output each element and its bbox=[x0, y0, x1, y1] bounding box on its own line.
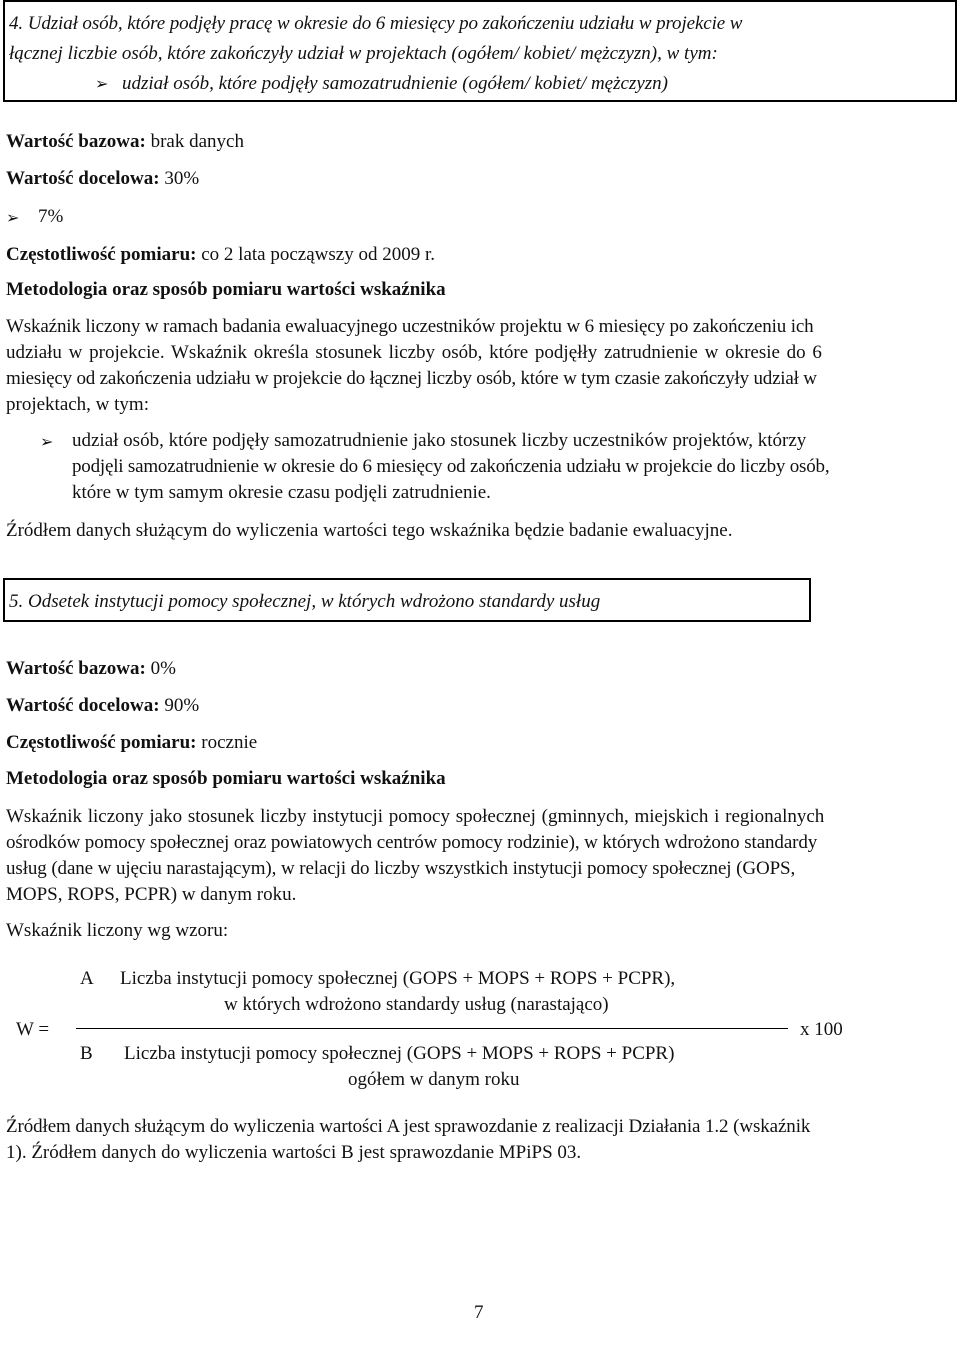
section5-method-line1: Wskaźnik liczony jako stosunek liczby instytucji pomocy społecznej (gminnych, miejskich i regionalnych bbox=[6, 806, 825, 827]
section4-method-line1: Wskaźnik liczony w ramach badania ewaluacyjnego uczestników projektu w 6 miesięcy po zakończeniu ich bbox=[6, 316, 814, 337]
arrow-bullet-icon: ➢ bbox=[6, 210, 20, 227]
section4-base bbox=[6, 131, 244, 153]
section4-heading-line2: łącznej liczbie osób, które zakończyły udział w projektach (ogółem/ kobiet/ mężczyzn), w tym: bbox=[9, 43, 718, 64]
arrow-bullet-icon: ➢ bbox=[40, 434, 54, 451]
formula-b-text-line2: ogółem w danym roku bbox=[348, 1069, 520, 1090]
section4-heading-sub: udział osób, które podjęły samozatrudnienie (ogółem/ kobiet/ mężczyzn) bbox=[122, 73, 668, 94]
freq-value: co 2 lata począwszy od 2009 r. bbox=[201, 244, 435, 265]
base-label: Wartość bazowa: bbox=[6, 658, 146, 679]
target-label: Wartość docelowa: bbox=[6, 168, 160, 189]
target-label: Wartość docelowa: bbox=[6, 695, 160, 716]
base-value: brak danych bbox=[150, 131, 244, 152]
formula-a-text-line1: Liczba instytucji pomocy społecznej (GOPS + MOPS + ROPS + PCPR), bbox=[120, 968, 676, 989]
section4-bullet-line3: które w tym samym okresie czasu podjęli zatrudnienie. bbox=[72, 482, 491, 503]
freq-label: Częstotliwość pomiaru: bbox=[6, 244, 197, 265]
base-value: 0% bbox=[150, 658, 176, 679]
section4-method-line3: miesięcy od zakończenia udziału w projekcie do łącznej liczby osób, które w tym czasie zakończyły udział w bbox=[6, 368, 817, 389]
section5-method-line3: usług (dane w ujęciu narastającym), w relacji do liczby wszystkich instytucji pomocy społecznej (GOPS, bbox=[6, 858, 796, 879]
formula-multiplier: x 100 bbox=[800, 1019, 843, 1040]
section5-formula-intro: Wskaźnik liczony wg wzoru: bbox=[6, 920, 229, 941]
page-number: 7 bbox=[474, 1302, 484, 1323]
formula-a-letter: A bbox=[80, 968, 94, 989]
section4-method-title: Metodologia oraz sposób pomiaru wartości wskaźnika bbox=[6, 279, 446, 300]
target-value: 30% bbox=[164, 168, 200, 189]
section4-source: Źródłem danych służącym do wyliczenia wartości tego wskaźnika będzie badanie ewaluacyjne. bbox=[6, 520, 733, 541]
freq-value: rocznie bbox=[201, 732, 258, 753]
section4-heading-line1: 4. Udział osób, które podjęły pracę w okresie do 6 miesięcy po zakończeniu udziału w projekcie w bbox=[9, 13, 743, 34]
arrow-bullet-icon: ➢ bbox=[95, 76, 109, 93]
section5-base bbox=[6, 658, 176, 680]
section4-bullet-line1: udział osób, które podjęły samozatrudnienie jako stosunek liczby uczestników projektów, którzy bbox=[72, 430, 807, 451]
section4-method-line2: udziału w projekcie. Wskaźnik określa stosunek liczby osób, które podjęłły zatrudnienie w okresie do 6 bbox=[6, 342, 822, 363]
formula-b-text-line1: Liczba instytucji pomocy społecznej (GOPS + MOPS + ROPS + PCPR) bbox=[124, 1043, 675, 1064]
section4-target bbox=[6, 168, 199, 190]
section4-method-line4: projektach, w tym: bbox=[6, 394, 149, 415]
section5-method-line4: MOPS, ROPS, PCPR) w danym roku. bbox=[6, 884, 297, 905]
section4-target-sub: 7% bbox=[38, 206, 64, 227]
formula-b-letter: B bbox=[80, 1043, 93, 1064]
formula-lhs: W = bbox=[16, 1019, 50, 1040]
section5-freq bbox=[6, 732, 257, 754]
section4-bullet-line2: podjęli samozatrudnienie w okresie do 6 miesięcy od zakończenia udziału w projekcie do liczby osób, bbox=[72, 456, 830, 477]
target-value: 90% bbox=[164, 695, 200, 716]
section5-method-line2: ośrodków pomocy społecznej oraz powiatowych centrów pomocy rodzinie), w których wdrożono standardy bbox=[6, 832, 818, 853]
base-label: Wartość bazowa: bbox=[6, 131, 146, 152]
section5-method-title: Metodologia oraz sposób pomiaru wartości wskaźnika bbox=[6, 768, 446, 789]
section5-heading: 5. Odsetek instytucji pomocy społecznej, w których wdrożono standardy usług bbox=[9, 591, 601, 612]
section5-source-line2: 1). Źródłem danych do wyliczenia wartości B jest sprawozdanie MPiPS 03. bbox=[6, 1142, 582, 1163]
freq-label: Częstotliwość pomiaru: bbox=[6, 732, 197, 753]
section5-target bbox=[6, 695, 199, 717]
section5-source-line1: Źródłem danych służącym do wyliczenia wartości A jest sprawozdanie z realizacji Działania 1.2 (wskaźnik bbox=[6, 1116, 811, 1137]
section4-freq bbox=[6, 244, 435, 266]
formula-a-text-line2: w których wdrożono standardy usług (narastająco) bbox=[224, 994, 609, 1015]
formula-fraction-line bbox=[76, 1028, 788, 1029]
